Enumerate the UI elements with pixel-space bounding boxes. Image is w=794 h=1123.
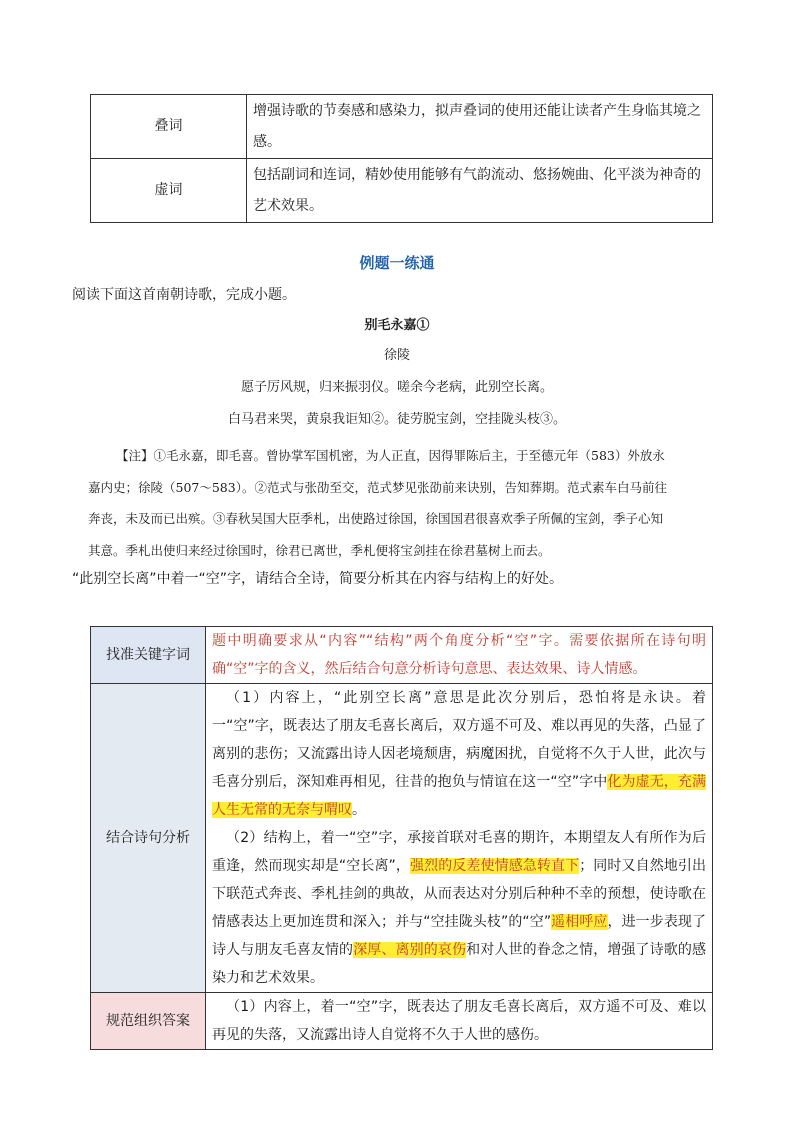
text-span: 。 <box>352 802 366 818</box>
analysis-paragraph <box>212 684 706 824</box>
highlight: 遥相呼应 <box>551 914 608 930</box>
row-content: 题中明确要求从“内容”“结构”两个角度分析“空”字。需要依据所在诗句明确“空”字的含义，然后结合句意分析诗句意思、表达效果、诗人情感。 <box>206 627 713 684</box>
analysis-paragraph <box>212 824 706 992</box>
text-span: ，进一步表现了诗人与朋友毛喜友情的 <box>212 914 707 958</box>
poem-author: 徐陵 <box>383 348 410 363</box>
row-label: 找准关键字词 <box>91 627 206 684</box>
highlight: 化为虚无，充满人生无常的无奈与喟叹 <box>212 774 707 818</box>
text-span: ；同时又自然地引出下联范式奔丧、季札挂剑的典故，从而表达对分别后种种不幸的预想，使诗歌在情感表达上更加连贯和深入；并与“空挂陇头枝”的“空” <box>212 858 706 930</box>
text-span: （1）内容上，“此别空长离”意思是此次分别后，恐怕将是永诀。着一“空”字，既表达了朋友毛喜长离后，双方遥不可及、难以再见的失落，凸显了离别的悲伤；又流露出诗人因老境颓唐，病魔困扰，自觉将不久于人世，此次与毛喜分别后，深知难再相见，往昔的抱负与情谊在这一“空”字中 <box>212 690 706 790</box>
rhetoric-table <box>90 94 713 223</box>
row-label: 结合诗句分析 <box>91 684 206 993</box>
term-cell: 虚词 <box>91 159 247 223</box>
note-line: 其意。季札出使归来经过徐国时，徐君已离世，季札便将宝剑挂在徐君墓树上而去。 <box>88 542 551 558</box>
table-row <box>91 95 713 159</box>
analysis-table <box>90 626 713 1050</box>
table-row <box>91 627 713 684</box>
question-text: “此别空长离”中着一“空”字，请结合全诗，简要分析其在内容与结构上的好处。 <box>72 571 564 587</box>
table-row <box>91 993 713 1050</box>
note-line: 【注】①毛永嘉，即毛喜。曾协掌军国机密，为人正直，因得罪陈后主，于至德元年（583）外放永 <box>116 448 665 463</box>
row-content <box>206 684 713 993</box>
poem-title: 别毛永嘉① <box>364 318 430 333</box>
section-heading: 例题一练通 <box>359 254 435 272</box>
row-label: 规范组织答案 <box>91 993 206 1050</box>
note-line: 嘉内史；徐陵（507～583）。②范式与张劭至交，范式梦见张劭前来诀别，告知葬期。范式素车白马前往 <box>88 479 667 495</box>
text-span: （2）结构上，着一“空”字，承接首联对毛喜的期许，本期望友人有所作为后重逢，然而现实却是“空长离”， <box>212 830 706 874</box>
desc-cell: 增强诗歌的节奏感和感染力，拟声叠词的使用还能让读者产生身临其境之感。 <box>247 95 713 159</box>
row-content: （1）内容上，着一“空”字，既表达了朋友毛喜长离后，双方遥不可及、难以再见的失落，又流露出诗人自觉将不久于人世的感伤。 <box>206 993 713 1050</box>
text-span: 和对人世的眷念之情，增强了诗歌的感染力和艺术效果。 <box>212 942 707 986</box>
highlight: 深厚、离别的哀伤 <box>353 942 467 958</box>
poem-line-2: 白马君来哭，黄泉我讵知②。徒劳脱宝剑，空挂陇头枝③。 <box>227 412 566 427</box>
annotation-note <box>88 440 718 566</box>
highlight: 强烈的反差使情感急转直下 <box>410 858 580 874</box>
poem-line-1: 愿子厉风规，归来振羽仪。嗟余今老病，此别空长离。 <box>240 380 553 395</box>
table-row <box>91 684 713 993</box>
desc-cell: 包括副词和连词，精妙使用能够有气韵流动、悠扬婉曲、化平淡为神奇的艺术效果。 <box>247 159 713 223</box>
term-cell: 叠词 <box>91 95 247 159</box>
intro-text: 阅读下面这首南朝诗歌，完成小题。 <box>72 287 296 303</box>
table-row <box>91 159 713 223</box>
note-line: 奔丧，未及而已出殡。③春秋吴国大臣季札，出使路过徐国，徐国国君很喜欢季子所佩的宝剑，季子心知 <box>88 511 664 526</box>
